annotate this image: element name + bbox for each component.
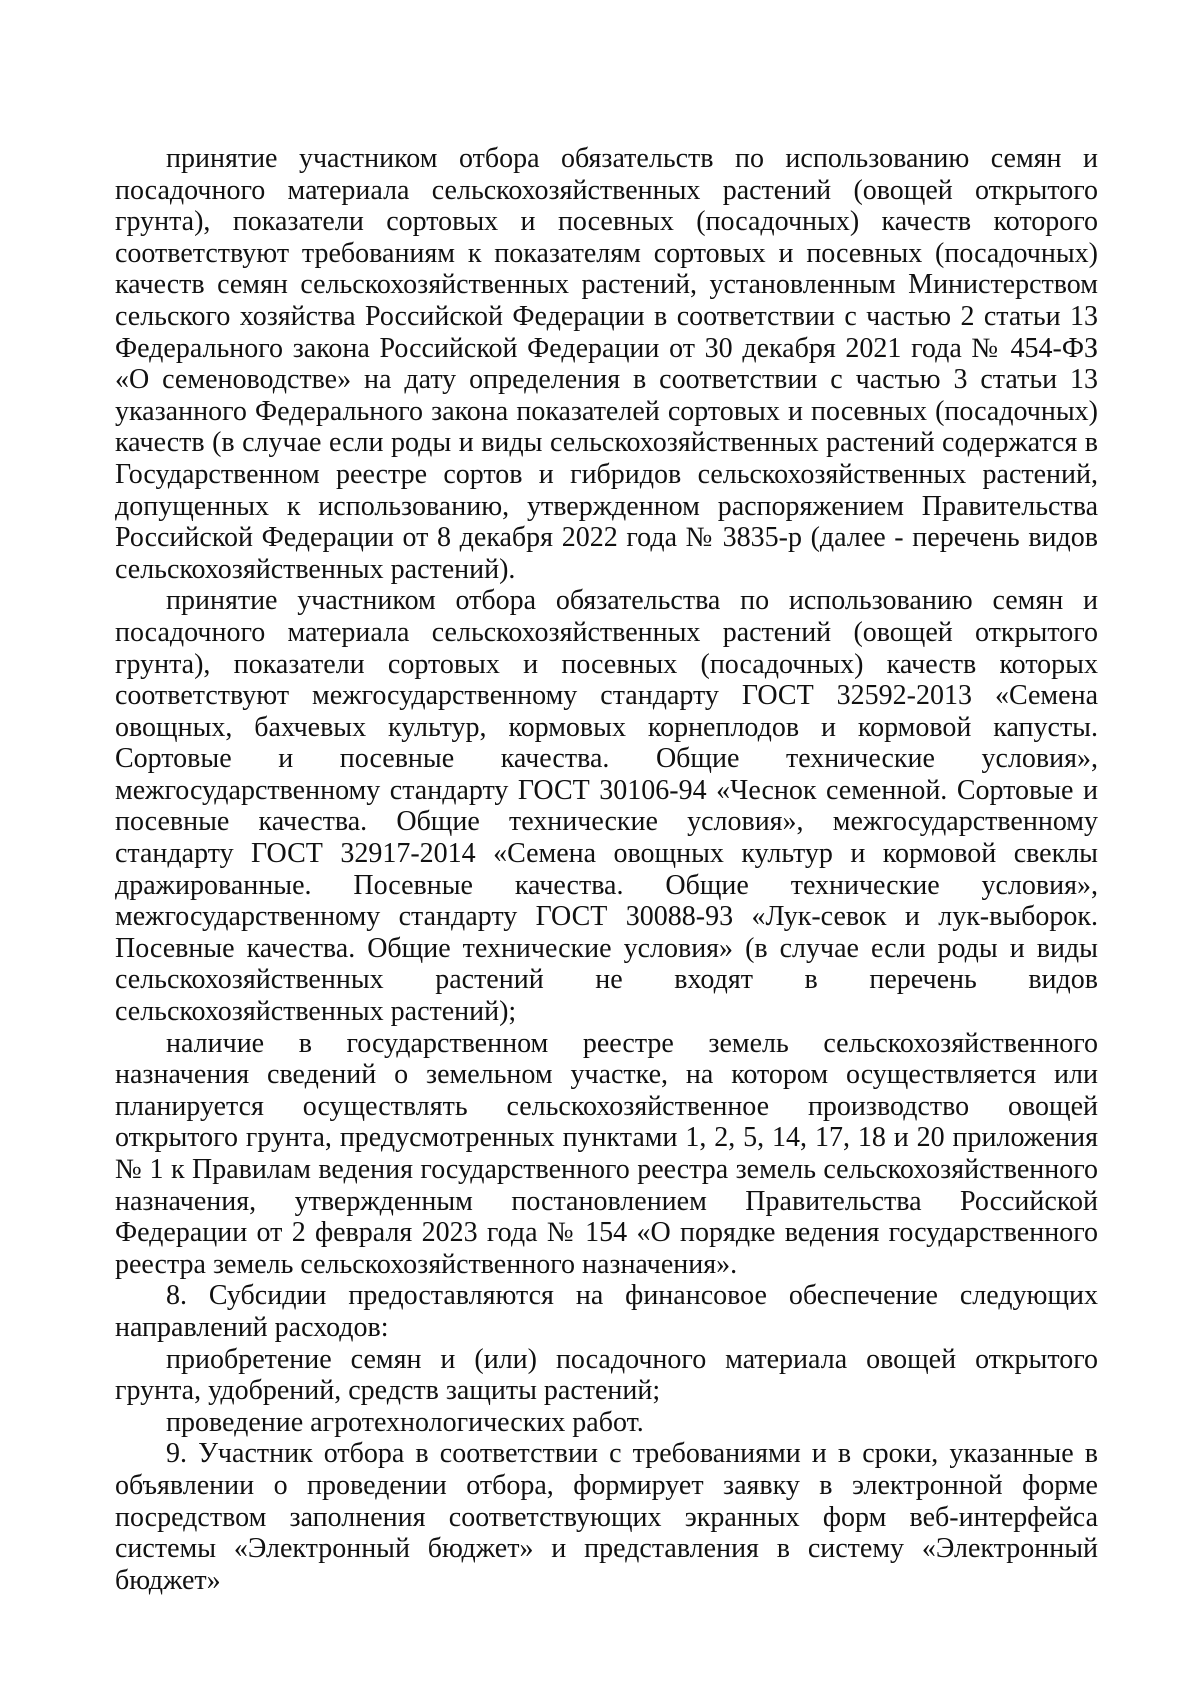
paragraph-land-registry: наличие в государственном реестре земель сельскохозяйственного назначения сведений о земельном участке, на котором осуществляется или планируется осуществлять сельскохозяйственное производство овощей открытого грунта, предусмотренных пунктами 1, 2, 5, 14, 17, 18 и 20 приложения № 1 к Правилам ведения государственного реестра земель сельскохозяйственного назначения, утвержденным постановлением Правительства Российской Федерации от 2 февраля 2023 года № 154 «О порядке ведения государственного реестра земель сельскохозяйственного назначения». — [115, 1027, 1098, 1280]
paragraph-seed-purchase: приобретение семян и (или) посадочного материала овощей открытого грунта, удобрений, средств защиты растений; — [115, 1343, 1098, 1407]
paragraph-agrotech-works: проведение агротехнологических работ. — [166, 1406, 644, 1438]
document-page — [115, 143, 1098, 1596]
paragraph-item-8-subsidies: 8. Субсидии предоставляются на финансовое обеспечение следующих направлений расходов: — [115, 1280, 1098, 1343]
paragraph-seed-obligation-gost: принятие участником отбора обязательства по использованию семян и посадочного материала сельскохозяйственных растений (овощей открытого грунта), показатели сортовых и посевных (посадочных) качеств которых соответствуют межгосударственному стандарту ГОСТ 32592-2013 «Семена овощных, бахчевых культур, кормовых корнеплодов и кормовой капусты. Сортовые и посевные качества. Общие технические условия», межгосударственному стандарту ГОСТ 30106-94 «Чеснок семенной. Сортовые и посевные качества. Общие технические условия», межгосударственному стандарту ГОСТ 32917-2014 «Семена овощных культур и кормовой свеклы дражированные. Посевные качества. Общие технические условия», межгосударственному стандарту ГОСТ 30088-93 «Лук-севок и лук-выборок. Посевные качества. Общие технические условия» (в случае если роды и виды сельскохозяйственных растений не входят в перечень видов сельскохозяйственных растений); — [115, 585, 1098, 1028]
paragraph-item-9-application: 9. Участник отбора в соответствии с требованиями и в сроки, указанные в объявлении о проведении отбора, формирует заявку в электронной форме посредством заполнения соответствующих экранных форм веб-интерфейса системы «Электронный бюджет» и представления в систему «Электронный бюджет» — [115, 1438, 1098, 1596]
paragraph-seed-obligation-requirements: принятие участником отбора обязательств по использованию семян и посадочного материала сельскохозяйственных растений (овощей открытого грунта), показатели сортовых и посевных (посадочных) качеств которого соответствуют требованиям к показателям сортовых и посевных (посадочных) качеств семян сельскохозяйственных растений, установленным Министерством сельского хозяйства Российской Федерации в соответствии с частью 2 статьи 13 Федерального закона Российской Федерации от 30 декабря 2021 года № 454-ФЗ «О семеноводстве» на дату определения в соответствии с частью 3 статьи 13 указанного Федерального закона показателей сортовых и посевных (посадочных) качеств (в случае если роды и виды сельскохозяйственных растений содержатся в Государственном реестре сортов и гибридов сельскохозяйственных растений, допущенных к использованию, утвержденном распоряжением Правительства Российской Федерации от 8 декабря 2022 года № 3835-р (далее - перечень видов сельскохозяйственных растений). — [115, 143, 1098, 585]
